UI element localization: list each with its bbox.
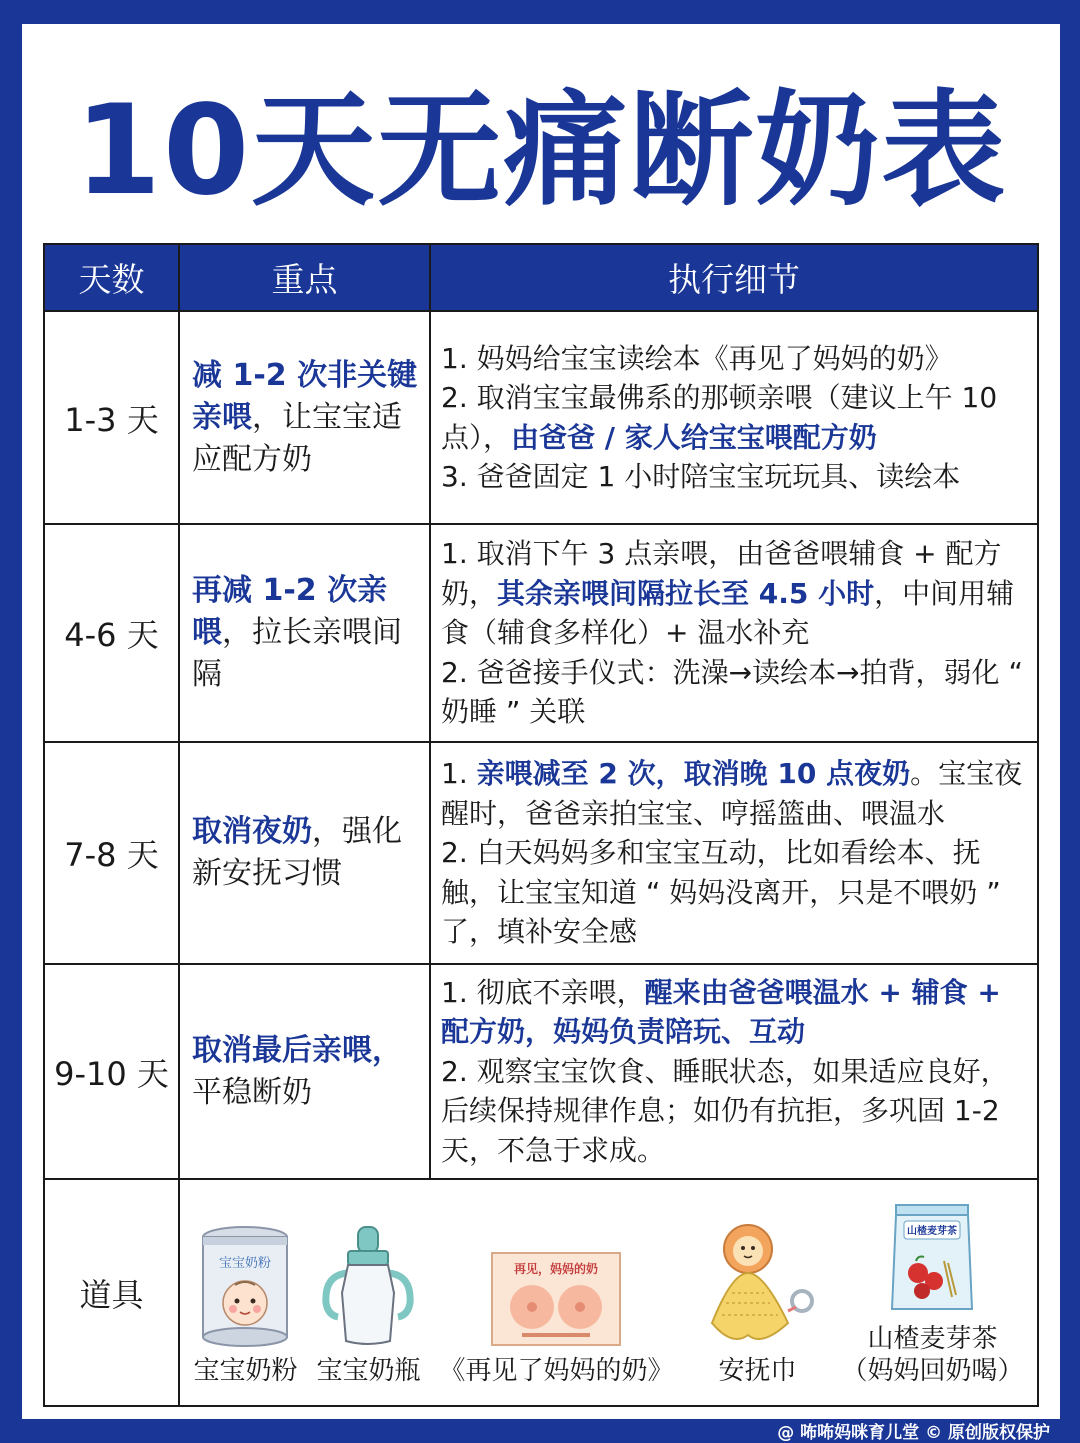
focus-text: ，让宝宝适应配方奶: [192, 399, 402, 477]
table-header-row: [44, 244, 1038, 311]
detail-line: [441, 534, 1027, 653]
focus-text: ，强化新安抚习惯: [192, 814, 402, 891]
tool-blanket: [692, 1223, 822, 1387]
tool-bottle: [316, 1223, 420, 1387]
detail-highlight: 亲喂减至 2 次，取消晚 10 点夜奶: [476, 757, 911, 791]
page-title: 10天无痛断奶表: [74, 79, 1008, 223]
detail-line: 1. 妈妈给宝宝读绘本《再见了妈妈的奶》: [441, 341, 953, 375]
formula-can-icon: [195, 1223, 295, 1349]
content-card: [22, 24, 1060, 1419]
detail-text: ，中间用辅食（辅食多样化）+ 温水补充: [441, 576, 1015, 650]
tool-label: 安抚巾: [718, 1356, 797, 1386]
detail-cell: [430, 311, 1038, 524]
can-text: 宝宝奶粉: [219, 1256, 272, 1271]
tool-label: 《再见了妈妈的奶》: [439, 1356, 674, 1386]
detail-highlight: 由爸爸 / 家人给宝宝喂配方奶: [511, 420, 877, 454]
tool-label: 宝宝奶粉: [193, 1356, 298, 1386]
tool-tea: [841, 1201, 1023, 1387]
book-title: 再见，妈妈的奶: [514, 1262, 599, 1276]
table-row: [44, 311, 1038, 524]
detail-text: 1. 彻底不亲喂，: [441, 975, 645, 1009]
detail-highlight: 其余亲喂间隔拉长至 4.5 小时: [497, 576, 875, 610]
tool-label-line: 山楂麦芽茶: [867, 1324, 998, 1354]
detail-cell: [430, 742, 1038, 964]
focus-highlight: 取消最后亲喂，: [192, 1032, 402, 1068]
header-focus: 重点: [179, 244, 430, 311]
detail-line: 2. 爸爸接手仪式：洗澡→读绘本→拍背，弱化 “ 奶睡 ” 关联: [441, 655, 1023, 729]
picture-book-icon: [486, 1223, 626, 1349]
detail-line: [441, 378, 1027, 457]
pack-text: 山楂麦芽茶: [907, 1226, 958, 1237]
detail-line: 3. 爸爸固定 1 小时陪宝宝玩玩具、读绘本: [441, 460, 961, 493]
detail-cell: [430, 964, 1038, 1179]
detail-text: 1.: [441, 757, 477, 791]
focus-cell: [179, 311, 430, 524]
tools-cell: [179, 1179, 1038, 1406]
table-row: [44, 524, 1038, 742]
day-cell: 1-3 天: [44, 311, 179, 524]
detail-line: 2. 观察宝宝饮食、睡眠状态，如果适应良好，后续保持规律作息；如仍有抗拒，多巩固 1-2 天，不急于求成。: [441, 1054, 1009, 1167]
focus-highlight: 取消夜奶: [192, 814, 312, 849]
tool-label: 宝宝奶瓶: [316, 1356, 421, 1386]
tools-list: [180, 1180, 1037, 1405]
detail-line: 2. 白天妈妈多和宝宝互动，比如看绘本、抚触，让宝宝知道 “ 妈妈没离开，只是不喂奶 ” 了，填补安全感: [441, 836, 1001, 949]
focus-text: 平稳断奶: [192, 1074, 312, 1110]
focus-highlight: 减 1-2 次非关键亲喂: [192, 357, 418, 435]
weaning-table: [43, 243, 1039, 1407]
detail-line: [441, 973, 1027, 1052]
day-cell: 4-6 天: [44, 524, 179, 742]
tool-label-line: （妈妈回奶喝）: [841, 1356, 1024, 1386]
focus-highlight: 再减 1-2 次亲喂: [192, 573, 388, 650]
tool-book: [439, 1223, 673, 1387]
header-details: 执行细节: [430, 244, 1038, 311]
day-cell: 7-8 天: [44, 742, 179, 964]
day-cell: 9-10 天: [44, 964, 179, 1179]
table-row: [44, 964, 1038, 1179]
comfort-blanket-icon: [692, 1223, 822, 1349]
detail-line: [441, 754, 1027, 833]
table-row: [44, 742, 1038, 964]
focus-cell: [179, 742, 430, 964]
detail-cell: [430, 524, 1038, 742]
header-days: 天数: [44, 244, 179, 311]
tools-row: [44, 1179, 1038, 1406]
detail-text: 1. 取消下午 3 点亲喂，由爸爸喂辅食 + 配方奶，: [441, 537, 1002, 610]
tool-formula: [193, 1223, 297, 1387]
detail-highlight: 醒来由爸爸喂温水 + 辅食 + 配方奶，妈妈负责陪玩、互动: [441, 975, 1001, 1049]
tool-label: [841, 1323, 1023, 1387]
detail-text: 2. 取消宝宝最佛系的那顿亲喂（建议上午 10 点），: [441, 381, 998, 454]
baby-bottle-icon: [318, 1223, 418, 1349]
tools-label: 道具: [44, 1179, 179, 1406]
focus-text: ，拉长亲喂间隔: [192, 615, 402, 692]
tea-pack-icon: [882, 1201, 982, 1317]
detail-text: 。宝宝夜醒时，爸爸亲拍宝宝、哼摇篮曲、喂温水: [441, 757, 1023, 830]
copyright-footer: @ 咘咘妈咪育儿堂 © 原创版权保护: [777, 1423, 1050, 1443]
focus-cell: [179, 964, 430, 1179]
focus-cell: [179, 524, 430, 742]
